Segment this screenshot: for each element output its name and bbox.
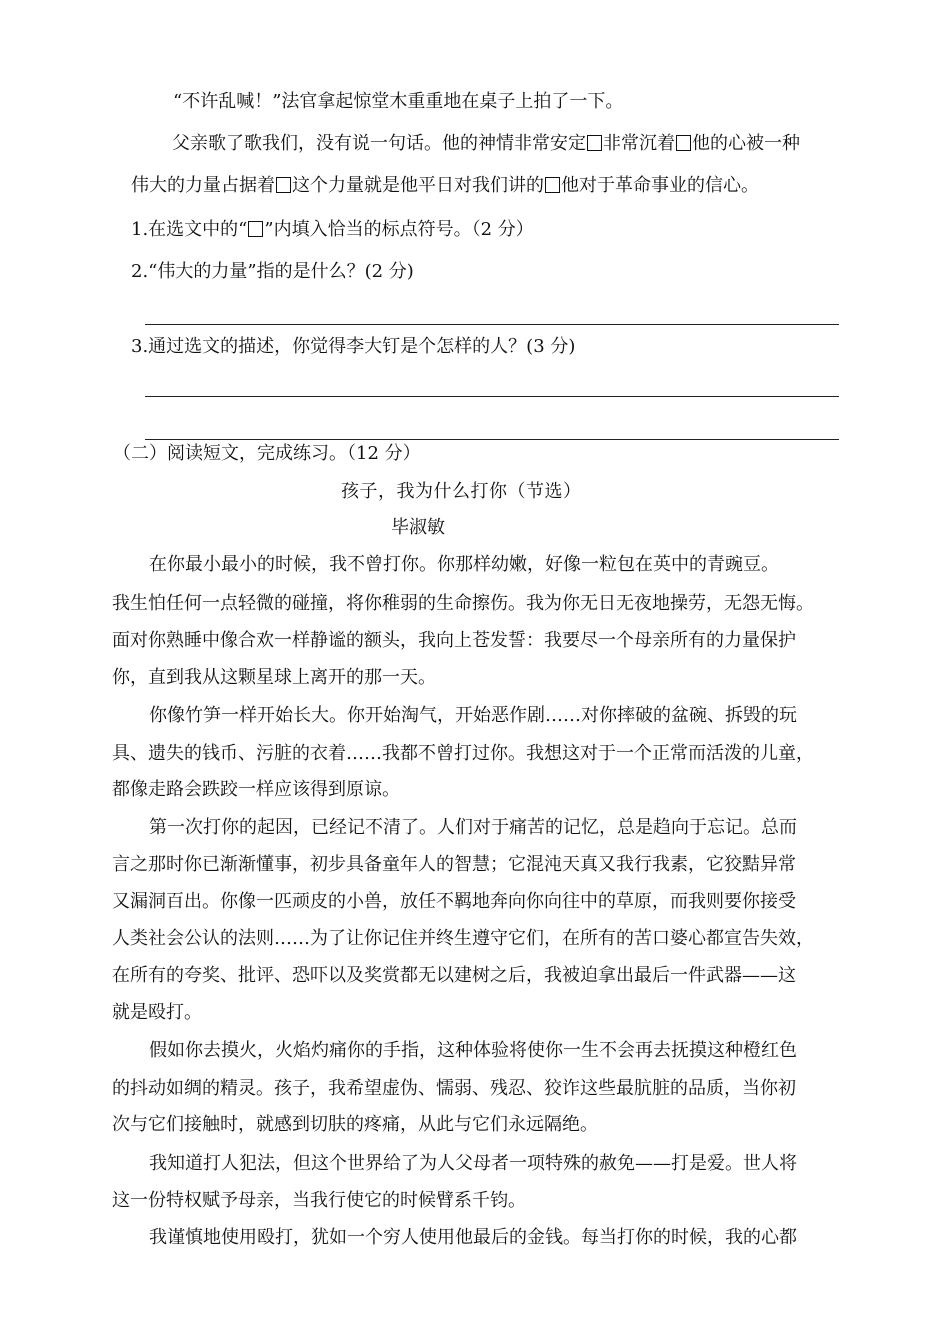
text-seg: 伟大的力量占据着 xyxy=(131,175,275,196)
paragraph-line: 我谨慎地使用殴打，犹如一个穷人使用他最后的金钱。每当打你的时候，我的心都 xyxy=(149,1227,797,1248)
passage1-line2 xyxy=(172,132,800,156)
paragraph-line: 人类社会公认的法则……为了让你记住并终生遵守它们，在所有的苦口婆心都宣告失效， xyxy=(112,928,814,949)
question-2: 2.“伟大的力量”指的是什么？(2 分) xyxy=(131,261,414,282)
text-seg: 父亲歌了歌我们，没有说一句话。他的神情非常安定 xyxy=(172,133,586,154)
question-3: 3.通过选文的描述，你觉得李大钉是个怎样的人？(3 分) xyxy=(131,336,576,357)
paragraph-line: 的抖动如绸的精灵。孩子，我希望虚伪、懦弱、残忍、狡诈这些最肮脏的品质，当你初 xyxy=(112,1078,796,1099)
paragraph-line: 都像走路会跌跤一样应该得到原谅。 xyxy=(112,779,400,800)
text-seg: 他的心被一种 xyxy=(692,133,800,154)
answer-line[interactable] xyxy=(145,439,839,440)
passage1-line3 xyxy=(131,174,759,198)
article-author: 毕淑敏 xyxy=(391,517,445,538)
question-1 xyxy=(131,218,534,242)
section-heading: （二）阅读短文，完成练习。（12 分） xyxy=(113,443,421,464)
paragraph-line: 假如你去摸火，火焰灼痛你的手指，这种体验将使你一生不会再去抚摸这种橙红色 xyxy=(149,1040,797,1061)
paragraph-line: 具、遗失的钱币、污脏的衣着……我都不曾打过你。我想这对于一个正常而活泼的儿童， xyxy=(112,743,814,764)
paragraph-line: 在你最小最小的时候，我不曾打你。你那样幼嫩，好像一粒包在英中的青豌豆。 xyxy=(149,554,779,575)
paragraph-line: 在所有的夸奖、批评、恐吓以及奖赏都无以建树之后，我被迫拿出最后一件武器——这 xyxy=(112,965,796,986)
text-seg: 非常沉着 xyxy=(603,133,675,154)
paragraph-line: 言之那时你已渐渐懂事，初步具备童年人的智慧；它混沌天真又我行我素，它狡黠异常 xyxy=(112,854,796,875)
passage1-line1: “不许乱喊！”法官拿起惊堂木重重地在桌子上拍了一下。 xyxy=(173,91,624,112)
paragraph-line: 这一份特权赋予母亲，当我行使它的时候臂系千钧。 xyxy=(112,1190,526,1211)
paragraph-line: 你像竹笋一样开始长大。你开始淘气，开始恶作剧……对你摔破的盆碗、拆毁的玩 xyxy=(149,705,797,726)
paragraph-line: 你，直到我从这颗星球上离开的那一天。 xyxy=(112,667,436,688)
blank-box[interactable] xyxy=(676,135,691,151)
article-title: 孩子，我为什么打你（节选） xyxy=(341,481,582,502)
text-seg: 1.在选文中的“ xyxy=(131,219,248,240)
blank-box xyxy=(248,221,263,237)
paragraph-line: 又漏洞百出。你像一匹顽皮的小兽，放任不羁地奔向你向往中的草原，而我则要你接受 xyxy=(112,891,796,912)
paragraph-line: 我知道打人犯法，但这个世界给了为人父母者一项特殊的赦免——打是爱。世人将 xyxy=(149,1153,797,1174)
text-seg: ”内填入恰当的标点符号。（2 分） xyxy=(264,219,534,240)
text-seg: 他对于革命事业的信心。 xyxy=(561,175,759,196)
paragraph-line: 我生怕任何一点轻微的碰撞，将你稚弱的生命擦伤。我为你无日无夜地操劳，无怨无悔。 xyxy=(112,593,814,614)
text-seg: 这个力量就是他平日对我们讲的 xyxy=(292,175,544,196)
paragraph-line: 面对你熟睡中像合欢一样静谧的额头，我向上苍发誓：我要尽一个母亲所有的力量保护 xyxy=(112,630,796,651)
paragraph-line: 就是殴打。 xyxy=(112,1002,202,1023)
blank-box[interactable] xyxy=(276,177,291,193)
answer-line[interactable] xyxy=(145,396,839,397)
paragraph-line: 次与它们接触时，就感到切肤的疼痛，从此与它们永远隔绝。 xyxy=(112,1114,598,1135)
answer-line[interactable] xyxy=(145,324,839,325)
blank-box[interactable] xyxy=(587,135,602,151)
blank-box[interactable] xyxy=(545,177,560,193)
paragraph-line: 第一次打你的起因，已经记不清了。人们对于痛苦的记忆，总是趋向于忘记。总而 xyxy=(149,817,797,838)
